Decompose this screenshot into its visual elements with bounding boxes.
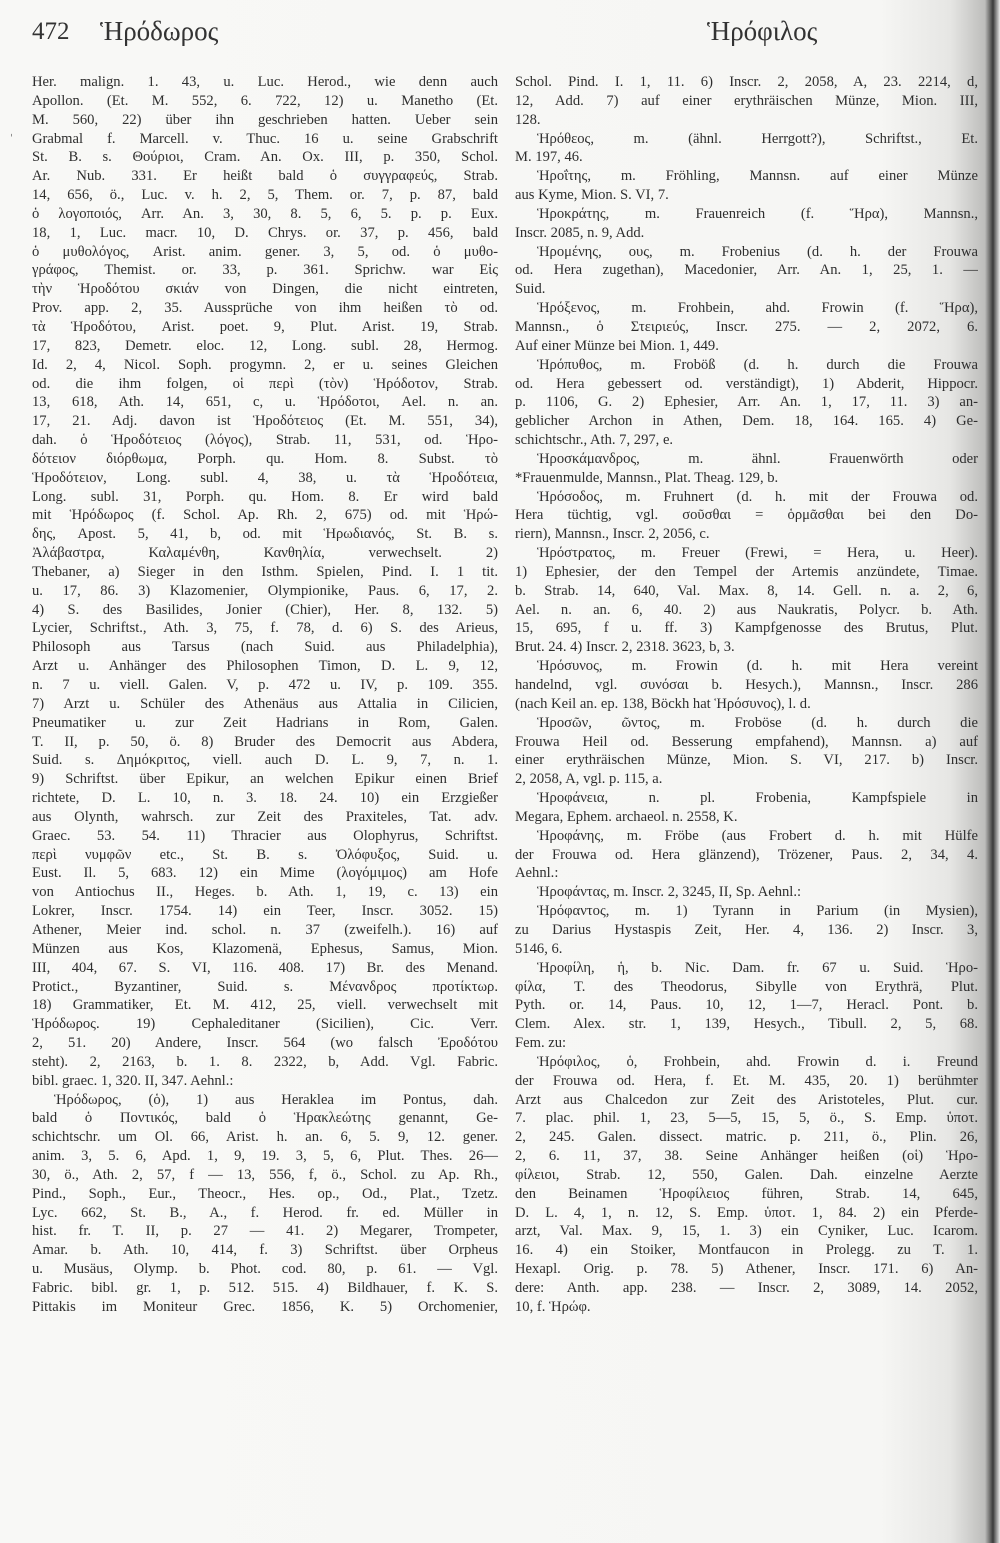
dictionary-entry-start-line: Ἡρόστρατος, m. Freuer (Frewi, = Hera, u. Heer). <box>537 545 978 562</box>
dictionary-entry-start-line: Ἡρόσυνος, m. Frowin (d. h. mit Hera vereint <box>537 658 978 675</box>
text-line: Hera tüchtig, vgl. σοῦσθαι = ὁρμᾶσθαι bei den Do- <box>515 507 978 524</box>
text-line: geblicher Archon in Athen, Dem. 18, 164. 165. 4) Ge- <box>515 413 978 430</box>
text-line: Pneumatiker u. zur Zeit Hadrians in Rom, Galen. <box>32 714 498 731</box>
left-running-headword: Ἡρόδωρος <box>100 16 219 46</box>
text-line: ὁ λογοποιός, Arr. An. 3, 30, 8. 5, 6, 5. p. p. Eux. <box>32 205 498 222</box>
text-line: richtete, D. L. 10, n. 3. 18. 24. 10) ein Erzgießer <box>32 790 498 807</box>
dictionary-entry-start-line: Ἡροΐτης, m. Fröhling, Mannsn. auf einer Münze <box>537 168 978 185</box>
text-line: 9) Schriftst. über Epikur, an welchen Epikur einen Brief <box>32 771 498 788</box>
text-line: Apollon. (Et. M. 552, 6. 722, 12) u. Manetho (Et. <box>32 92 498 109</box>
right-column <box>515 73 978 1317</box>
dictionary-entry-start-line: Ἡροφίλη, ἡ, b. Nic. Dam. fr. 67 u. Suid. Ἡρο- <box>537 959 978 976</box>
right-running-headword: Ἡρόφιλος <box>707 16 818 46</box>
text-line: hist. fr. T. II, p. 27 — 41. 2) Megarer, Trompeter, <box>32 1223 498 1240</box>
text-line: n. 7 u. viell. Galen. V, p. 472 u. IV, p. 109. 355. <box>32 677 498 693</box>
dictionary-entry-start-line: Ἡροσκάμανδρος, m. ähnl. Frauenwörth oder <box>537 450 978 467</box>
text-line: 1) Ephesier, der den Tempel der Artemis anzündete, Timae. <box>515 563 978 580</box>
text-line: Clem. Alex. str. 1, 139, Hesych., Tibull. 2, 5, 68. <box>515 1016 978 1033</box>
text-line: Frouwa Heil od. Besserung empfahend), Mannsn. a) auf <box>515 733 978 750</box>
text-line: 12, Add. 7) auf einer erythräischen Münze, Mion. III, <box>515 92 978 109</box>
text-line: III, 404, 67. S. VI, 116. 408. 17) Br. des Menand. <box>32 959 498 976</box>
text-line: 16. 4) ein Stoiker, Montfaucon in Prolegg. zu T. 1. <box>515 1242 978 1259</box>
text-line: 2, 245. Galen. dissect. matric. p. 211, ö., Plin. 26, <box>515 1129 978 1146</box>
text-line: aus Olynth, wahrsch. zur Zeit des Praxiteles, Tat. adv. <box>32 808 498 825</box>
text-line: T. II, p. 50, ö. 8) Bruder des Democrit aus Abdera, <box>32 733 498 750</box>
text-line: von Antiochus II., Heges. b. Ath. 1, 19, c. 13) ein <box>32 884 498 901</box>
text-line: Thebaner, a) Sieger in den Isthm. Spielen, Pind. I. 1 tit. <box>32 563 498 580</box>
text-line: Pittakis im Moniteur Grec. 1856, K. 5) Orchomenier, <box>32 1298 498 1315</box>
text-line: Athener, Meier ind. schol. n. 37 (zweifelh.). 16) auf <box>32 921 498 938</box>
text-line: Protict., Byzantiner, Suid. s. Μένανδρος προτίκτωρ. <box>32 978 498 995</box>
text-line: Arzt aus Chalcedon zur Zeit des Aristoteles, Plut. cur. <box>515 1091 978 1108</box>
text-line: τὰ Ἡροδότου, Arist. poet. 9, Plut. Arist. 19, Strab. <box>32 318 498 335</box>
dictionary-entry-start-line: Ἡροφάντας, m. Inscr. 2, 3245, II, Sp. Aehnl.: <box>537 884 802 901</box>
text-line: bibl. graec. 1, 320. II, 347. Aehnl.: <box>32 1072 234 1089</box>
text-line: 2, 2058, A, vgl. p. 115, a. <box>515 771 663 788</box>
dictionary-entry-start-line: Ἡρόφαντος, m. 1) Tyrann in Parium (in Mysien), <box>537 903 978 920</box>
text-line: od. Hera zugethan), Macedonier, Arr. An. 1, 25, 1. — <box>515 262 978 279</box>
text-line: Ael. n. an. 6, 40. 2) aus Naukratis, Polycr. b. Ath. <box>515 601 978 618</box>
text-line: Auf einer Münze bei Mion. 1, 449. <box>515 337 719 354</box>
text-line: Lokrer, Inscr. 1754. 14) ein Teer, Inscr. 3052. 15) <box>32 903 498 920</box>
text-line: Long. subl. 31, Porph. qu. Hom. 8. Er wird bald <box>32 488 498 505</box>
text-line: der Frouwa od. Hera glänzend), Trözener, Paus. 2, 34, 4. <box>515 846 978 863</box>
text-line: Inscr. 2085, n. 9, Add. <box>515 224 645 241</box>
text-line: Ἡροδότειον, Long. subl. 4, 38, u. τὰ Ἡροδότεια, <box>32 469 498 486</box>
text-line: riern), Mannsn., Inscr. 2, 2056, c. <box>515 526 710 543</box>
text-line: ὁ μυθολόγος, Arist. anim. gener. 3, 5, od. ὁ μυθο- <box>32 243 498 260</box>
text-line: aus Kyme, Mion. S. VI, 7. <box>515 187 669 204</box>
text-line: St. B. s. Θούριοι, Cram. An. Ox. III, p. 350, Schol. <box>32 149 498 166</box>
text-line: Ἀλάβαστρα, Καλαμένθη, Κανθηλία, verwechselt. 2) <box>32 545 498 562</box>
text-line: Prov. app. 2, 35. Aussprüche von ihm heißen τὸ od. <box>32 300 498 317</box>
dictionary-entry-start-line: Ἡρόπυθος, m. Froböß (d. h. durch die Frouwa <box>537 356 978 373</box>
text-line: Lycier, Schriftst., Ath. 3, 75, f. 78, d. 6) S. des Arieus, <box>32 620 498 637</box>
text-line: 18, 1, Luc. macr. 10, D. Chrys. or. 37, p. 456, bald <box>32 224 498 241</box>
dictionary-entry-start-line: Ἡροσῶν, ῶντος, m. Froböse (d. h. durch die <box>537 714 978 731</box>
text-line: περὶ νυμφῶν etc., St. B. s. Ὀλόφυξος, Suid. u. <box>32 846 498 863</box>
text-line: 30, ö., Ath. 2, 57, f — 13, 556, f, ö., Schol. zu Ap. Rh., <box>32 1166 498 1183</box>
text-line: Pind., Soph., Eur., Theocr., Hes. op., Od., Plat., Tzetz. <box>32 1185 498 1202</box>
text-line: Suid. s. Δημόκριτος, viell. auch D. L. 9, 7, n. 1. <box>32 752 498 769</box>
text-line: 128. <box>515 111 541 128</box>
text-line: b. Strab. 14, 640, Val. Max. 8, 14. Gell. n. a. 2, 6, <box>515 582 978 599</box>
text-line: Her. malign. 1. 43, u. Luc. Herod., wie denn auch <box>32 74 498 90</box>
text-line: handelnd, vgl. συνόσαι b. Hesych.), Mannsn., Inscr. 286 <box>515 677 978 693</box>
text-line: Graec. 53. 54. 11) Thracier aus Olophyrus, Schriftst. <box>32 827 498 844</box>
text-line: Philosoph aus Tarsus (nach Suid. aus Philadelphia), <box>32 639 498 656</box>
text-line: Eust. Il. 5, 683. 12) ein Mime (λογόμιμος) am Hofe <box>32 865 498 882</box>
text-line: Fabric. bibl. gr. 1, p. 512. 515. 4) Bildhauer, f. K. S. <box>32 1280 498 1296</box>
text-line: φίλειοι, Strab. 12, 550, Galen. Dah. einzelne Aerzte <box>515 1166 978 1183</box>
text-line: schichtschr., Ath. 7, 297, e. <box>515 432 674 449</box>
text-line: p. 1106, G. 2) Ephesier, Arr. An. 1, 17, 11. 3) an- <box>515 394 978 411</box>
text-line: D. L. 4, 1, n. 12, S. Emp. ὑποτ. 1, 84. 2) ein Pferde- <box>515 1204 978 1221</box>
text-line: Grabmal f. Marcell. v. Thuc. 16 u. seine Grabschrift <box>32 130 498 147</box>
text-line: Ar. Nub. 331. Er heißt bald ὁ συγγραφεύς, Strab. <box>32 168 498 185</box>
text-line: Mannsn., ὁ Στειριεύς, Inscr. 275. — 2, 2072, 6. <box>515 318 978 335</box>
text-line: mit Ἡρόδωρος (f. Schol. Ap. Rh. 2, 675) od. mit Ἡρώ- <box>32 507 498 524</box>
margin-mark: ˌ <box>10 125 14 138</box>
text-line: 17, 823, Demetr. eloc. 12, Long. subl. 28, Hermog. <box>32 337 498 354</box>
text-line: Id. 2, 4, Nicol. Soph. progymn. 2, er u. seines Gleichen <box>32 356 498 373</box>
text-line: Megara, Ephem. archaeol. n. 2558, K. <box>515 808 738 825</box>
text-line: Arzt u. Anhänger des Philosophen Timon, D. L. 9, 12, <box>32 658 498 675</box>
text-line: 10, f. Ἡρώφ. <box>515 1298 591 1315</box>
text-line: (nach Keil an. ep. 138, Böckh hat Ἡρόσυνος), l. d. <box>515 695 811 712</box>
dictionary-entry-start-line: Ἡρόθεος, m. (ähnl. Herrgott?), Schriftst., Et. <box>537 130 978 147</box>
text-line: Schol. Pind. I. 1, 11. 6) Inscr. 2, 2058, A, 23. 2214, d, <box>515 74 978 90</box>
text-line: od. Hera gebessert od. verständigt), 1) Abderit, Hippocr. <box>515 375 978 392</box>
text-line: anim. 3, 5. 6, Apd. 1, 9, 19. 3, 5, 6, Plut. Thes. 26— <box>32 1148 498 1165</box>
text-line: M. 560, 22) über ihn geschrieben hatten. Ueber sein <box>32 111 498 128</box>
text-line: 2, 51. 20) Andere, Inscr. 564 (wo falsch Ἐροδότου <box>32 1035 498 1052</box>
dictionary-entry-start-line: Ἡροκράτης, m. Frauenreich (f. Ἥρα), Mannsn., <box>537 205 978 222</box>
text-line: Münzen aus Kos, Klazomenä, Ephesus, Samus, Mion. <box>32 940 498 957</box>
dictionary-entry-start-line: Ἡρόσοδος, m. Fruhnert (d. h. mit der Frouwa od. <box>537 488 978 505</box>
text-line: Ἡρόδωρος. 19) Cephaleditaner (Sicilien), Cic. Verr. <box>32 1016 498 1033</box>
text-line: *Frauenmulde, Mannsn., Plat. Theag. 129, b. <box>515 469 779 486</box>
text-line: 7) Arzt u. Schüler des Athenäus aus Attalia in Cilicien, <box>32 695 498 712</box>
text-line: u. Musäus, Olymp. b. Phot. cod. 80, p. 61. — Vgl. <box>32 1261 498 1278</box>
text-line: Suid. <box>515 281 546 298</box>
dictionary-entry-start-line: Ἡρόδωρος, (ὁ), 1) aus Heraklea im Pontus, dah. <box>54 1091 498 1108</box>
page-header <box>0 16 1000 56</box>
text-line: 17, 21. Adj. davon ist Ἡροδότειος (Et. M. 551, 34), <box>32 413 498 430</box>
text-line: Aehnl.: <box>515 865 559 882</box>
text-line: 2, 6. 11, 37, 38. Seine Anhänger heißen (οἱ) Ἡρο- <box>515 1148 978 1165</box>
left-column <box>32 73 498 1317</box>
dictionary-entry-start-line: Ἡροφάνεια, n. pl. Frobenia, Kampfspiele in <box>537 790 978 807</box>
text-line: Pyth. or. 14, Paus. 10, 12, 1—7, Heracl. Pont. b. <box>515 997 978 1014</box>
dictionary-entry-start-line: Ἡρόφιλος, ὁ, Frohbein, ahd. Frowin d. i. Freund <box>537 1053 978 1070</box>
text-line: 5146, 6. <box>515 940 563 957</box>
text-line: u. 17, 86. 3) Klazomenier, Olympionike, Paus. 6, 17, 2. <box>32 582 498 599</box>
text-line: den Beinamen Ἡροφίλειος führen, Strab. 14, 645, <box>515 1185 978 1202</box>
text-line: arzt, Val. Max. 9, 15, 1. 3) ein Cyniker, Luc. Icarom. <box>515 1223 978 1240</box>
text-line: Fem. zu: <box>515 1035 567 1052</box>
dictionary-entry-start-line: Ἡρόξενος, m. Frohbein, ahd. Frowin (f. Ἥρα), <box>537 300 978 317</box>
text-line: Lyc. 662, St. B., A., f. Herod. fr. ed. Müller in <box>32 1204 498 1221</box>
text-line: schichtschr. um Ol. 66, Arist. h. an. 6, 5. 9, 12. gener. <box>32 1129 498 1146</box>
text-line: steht). 2, 2163, b. 1. 8. 2322, b, Add. Vgl. Fabric. <box>32 1053 498 1070</box>
text-line: 14, 656, ö., Luc. v. h. 2, 5, Them. or. 7, p. 87, bald <box>32 187 498 204</box>
text-line: 7. plac. phil. 1, 23, 5—5, 15, 5, ö., S. Emp. ὑποτ. <box>515 1110 978 1127</box>
text-line: Hexapl. Orig. p. 78. 5) Athener, Inscr. 171. 6) An- <box>515 1261 978 1278</box>
text-line: Amar. b. Ath. 10, 414, f. 3) Schriftst. über Orpheus <box>32 1242 498 1259</box>
dictionary-entry-start-line: Ἡρομένης, ους, m. Frobenius (d. h. der Frouwa <box>537 243 978 260</box>
text-line: einer erythräischen Münze, Mion. S. VI, 217. b) Inscr. <box>515 752 978 769</box>
text-line: 18) Grammatiker, Et. M. 412, 25, viell. verwechselt mit <box>32 997 498 1014</box>
text-line: dere: Anth. app. 238. — Inscr. 2, 3089, 14. 2052, <box>515 1280 978 1296</box>
text-line: der Frouwa od. Hera, f. Et. M. 435, 20. 1) berühmter <box>515 1072 978 1089</box>
text-line: 15, 695, f u. ff. 3) Kampfgenosse des Brutus, Plut. <box>515 620 978 637</box>
text-line: φίλα, T. des Theodorus, Sibylle von Erythrä, Plut. <box>515 978 978 995</box>
text-line: bald ὁ Ποντικός, bald ὁ Ἡρακλεώτης genannt, Ge- <box>32 1110 498 1127</box>
text-line: dah. ὁ Ἡροδότειος (λόγος), Strab. 11, 531, od. Ἡρο- <box>32 432 498 449</box>
text-line: M. 197, 46. <box>515 149 583 166</box>
text-line: od. die ihm folgen, οἱ περὶ (τὸν) Ἡρόδοτον, Strab. <box>32 375 498 392</box>
text-line: δότειον διόρθωμα, Porph. qu. Hom. 8. Subst. τὸ <box>32 450 498 467</box>
text-line: γράφος, Themist. or. 33, p. 361. Sprichw. war Εἰς <box>32 262 498 279</box>
text-line: τὴν Ἡροδότου σκιάν von Dingen, die nicht eintreten, <box>32 281 498 298</box>
text-line: 13, 618, Ath. 14, 651, c, u. Ἡρόδοτοι, Ael. n. an. <box>32 394 498 411</box>
page-number: 472 <box>32 18 70 45</box>
dictionary-entry-start-line: Ἡροφάνης, m. Fröbe (aus Frobert d. h. mit Hülfe <box>537 827 978 844</box>
text-line: δης, Apost. 5, 41, b, od. mit Ἡρωδιανός, St. B. s. <box>32 526 498 543</box>
text-line: 4) S. des Basilides, Jonier (Chier), Her. 8, 132. 5) <box>32 601 498 618</box>
text-line: zu Darius Hystaspis Zeit, Her. 4, 136. 2) Inscr. 3, <box>515 921 978 938</box>
text-line: Brut. 24. 4) Inscr. 2, 2318. 3623, b, 3. <box>515 639 735 656</box>
